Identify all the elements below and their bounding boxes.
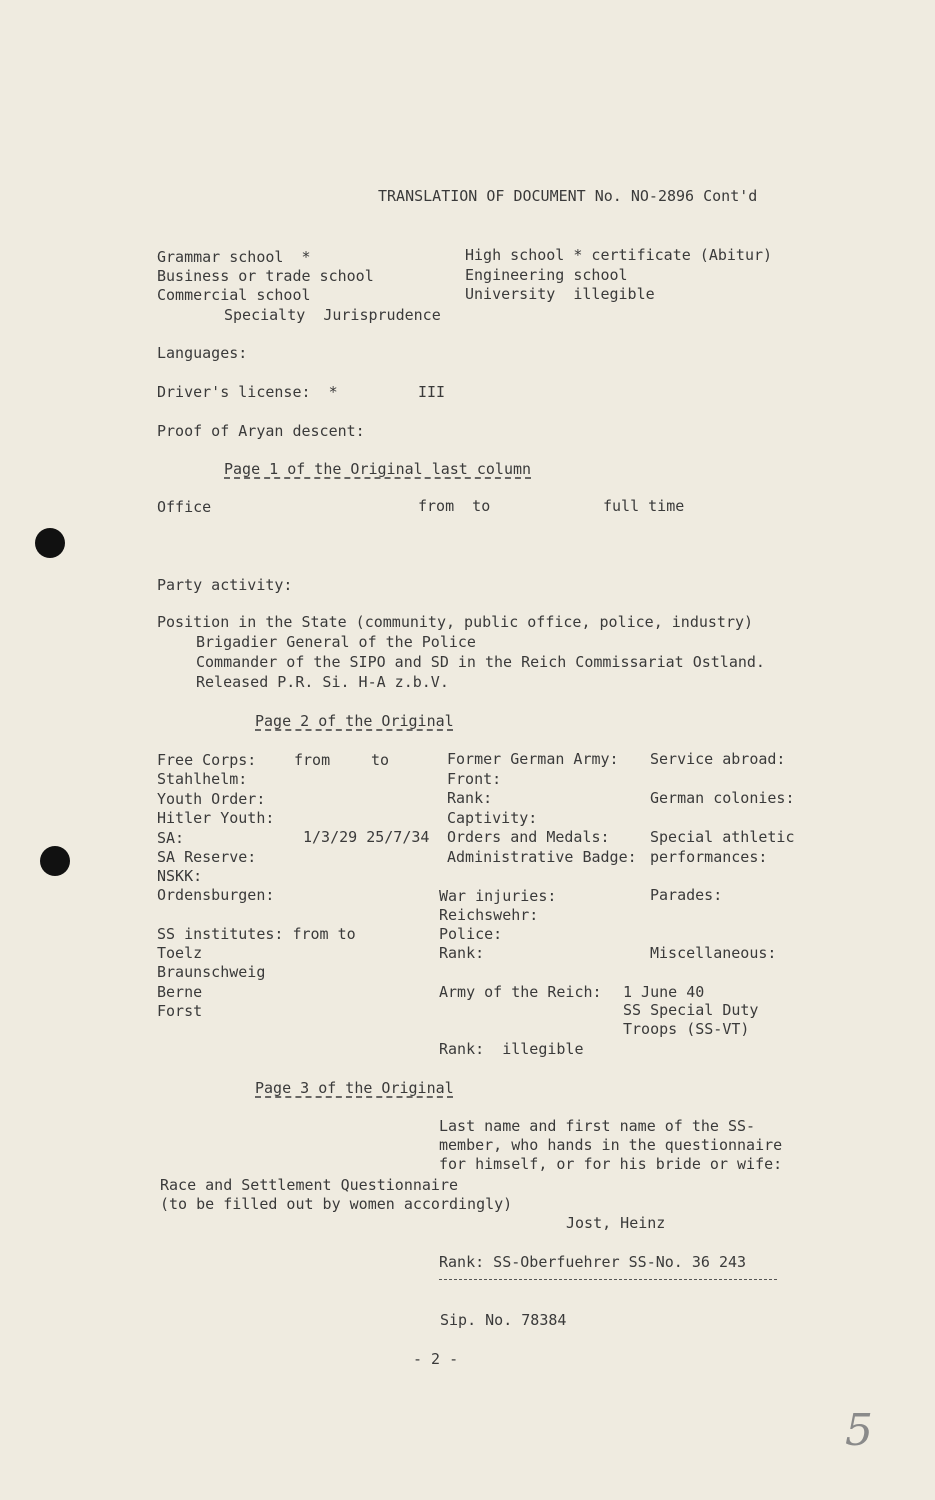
office-from-to: from to — [418, 497, 491, 515]
stahlhelm: Stahlhelm: — [157, 770, 248, 788]
drivers-license-label: Driver's license: * — [157, 383, 338, 401]
punch-hole-bottom — [40, 846, 70, 876]
service-abroad: Service abroad: — [650, 750, 786, 768]
sa: SA: — [157, 829, 185, 847]
position-line-1: Brigadier General of the Police — [196, 633, 476, 651]
lastname-line-3: for himself, or for his bride or wife: — [439, 1155, 783, 1173]
document-header: TRANSLATION OF DOCUMENT No. NO-2896 Cont'd — [378, 187, 758, 205]
toelz: Toelz — [157, 944, 203, 962]
university: University illegible — [465, 285, 655, 303]
police: Police: — [439, 925, 503, 943]
sip-number: Sip. No. 78384 — [440, 1311, 567, 1329]
free-corps: Free Corps: — [157, 751, 257, 769]
punch-hole-top — [35, 528, 65, 558]
ss-institutes: SS institutes: from to — [157, 925, 356, 943]
hitler-youth: Hitler Youth: — [157, 809, 275, 827]
aryan-descent-label: Proof of Aryan descent: — [157, 422, 365, 440]
free-corps-from: from — [294, 751, 331, 769]
berne: Berne — [157, 983, 203, 1001]
german-colonies: German colonies: — [650, 789, 795, 807]
drivers-license-class: III — [418, 383, 446, 401]
war-injuries: War injuries: — [439, 887, 557, 905]
page-2-heading: Page 2 of the Original — [255, 712, 454, 730]
handwritten-page-mark: 5 — [845, 1405, 873, 1456]
office-full-time: full time — [603, 497, 685, 515]
nskk: NSKK: — [157, 867, 203, 885]
position-line-3: Released P.R. Si. H-A z.b.V. — [196, 673, 449, 691]
administrative-badge: Administrative Badge: — [447, 848, 637, 866]
specialty: Specialty Jurisprudence — [224, 306, 441, 324]
ordensburgen: Ordensburgen: — [157, 886, 275, 904]
police-rank: Rank: — [439, 944, 485, 962]
special-athletic: Special athletic — [650, 828, 795, 846]
former-german-army: Former German Army: — [447, 750, 619, 768]
army-rank: Rank: illegible — [439, 1040, 584, 1058]
sa-dates: 1/3/29 25/7/34 — [303, 828, 430, 846]
army-date: 1 June 40 — [623, 983, 705, 1001]
engineering-school: Engineering school — [465, 266, 628, 284]
front: Front: — [447, 770, 502, 788]
grammar-school: Grammar school * — [157, 248, 311, 266]
page-1-heading: Page 1 of the Original last column — [224, 460, 532, 478]
position-label: Position in the State (community, public office, police, industry) — [157, 613, 754, 631]
high-school: High school * certificate (Abitur) — [465, 246, 773, 264]
ss-rank-number: Rank: SS-Oberfuehrer SS-No. 36 243 — [439, 1253, 747, 1271]
youth-order: Youth Order: — [157, 790, 266, 808]
sa-reserve: SA Reserve: — [157, 848, 257, 866]
race-questionnaire-line-2: (to be filled out by women accordingly) — [160, 1195, 513, 1213]
parades: Parades: — [650, 886, 723, 904]
ssvt-line-2: Troops (SS-VT) — [623, 1020, 750, 1038]
army-of-the-reich: Army of the Reich: — [439, 983, 602, 1001]
rank: Rank: — [447, 789, 493, 807]
commercial-school: Commercial school — [157, 286, 311, 304]
person-name: Jost, Heinz — [566, 1214, 666, 1232]
page-3-heading: Page 3 of the Original — [255, 1079, 454, 1097]
ssvt-line-1: SS Special Duty — [623, 1001, 759, 1019]
position-line-2: Commander of the SIPO and SD in the Reich Commissariat Ostland. — [196, 653, 765, 671]
captivity: Captivity: — [447, 809, 538, 827]
performances: performances: — [650, 848, 768, 866]
race-questionnaire-line-1: Race and Settlement Questionnaire — [160, 1176, 459, 1194]
party-activity-label: Party activity: — [157, 576, 293, 594]
free-corps-to: to — [371, 751, 390, 769]
forst: Forst — [157, 1002, 203, 1020]
reichswehr: Reichswehr: — [439, 906, 539, 924]
lastname-line-1: Last name and first name of the SS- — [439, 1117, 756, 1135]
orders-and-medals: Orders and Medals: — [447, 828, 610, 846]
languages-label: Languages: — [157, 344, 248, 362]
business-school: Business or trade school — [157, 267, 374, 285]
page-number: - 2 - — [413, 1350, 459, 1368]
miscellaneous: Miscellaneous: — [650, 944, 777, 962]
office-label: Office — [157, 498, 212, 516]
lastname-line-2: member, who hands in the questionnaire — [439, 1136, 783, 1154]
braunschweig: Braunschweig — [157, 963, 266, 981]
signature-rule — [439, 1279, 777, 1280]
